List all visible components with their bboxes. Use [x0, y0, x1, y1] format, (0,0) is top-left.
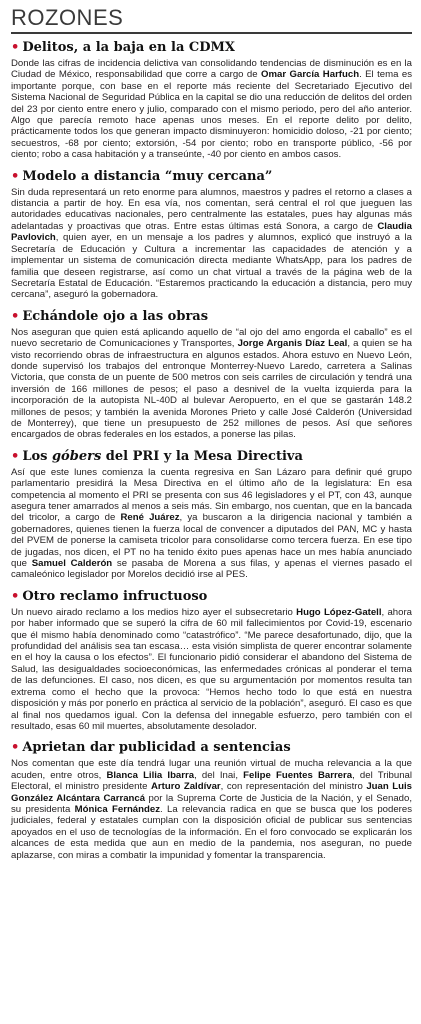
person-name: Jorge Arganis Díaz Leal — [237, 338, 348, 350]
section-body — [11, 607, 412, 732]
person-name: Omar García Harfuch — [261, 69, 360, 81]
section-sentencias — [11, 740, 412, 861]
body-text: , a quien se ha visto recorriendo obras de infraestructura en algunos estados. Ahora estuvo en Nuevo León, donde supervisó los trabajos del entronque Monterrey-Nuevo Laredo, carretera a Salinas Victoria, que consta de un puente de 500 metros con seis carriles de circulación y tendrá una inversión de 166 millones de pesos; el paso a desnivel de la vuelta izquierda para la incorporación de la autopista NL-40D al bulevar Aeropuerto, en el que se gastarán 148.2 millones de pesos; y también la avenida Morones Prieto y calle José Calderón (Universidad de Monterrey), que tiene un presupuesto de 252 millones de pesos. Así que señores encargados de obras federales en los estados, a ponerse las pilas. — [11, 338, 412, 441]
bullet-icon: • — [11, 588, 20, 604]
headline-text: Echándole ojo a las obras — [22, 308, 209, 324]
body-text: Un nuevo airado reclamo a los medios hizo ayer el subsecretario — [11, 606, 297, 618]
section-headline — [11, 449, 412, 465]
body-text: , del Tribunal Electoral, el ministro presidente — [11, 769, 412, 793]
person-name: Hugo López-Gatell — [296, 606, 382, 618]
section-modelo-distancia — [11, 169, 412, 301]
headline-text: Otro reclamo infructuoso — [22, 588, 208, 604]
body-text: , quien ayer, en un mensaje a los padres y alumnos, explicó que instruyó a la Secretaría de Educación y Cultura a incrementar las capacidades de atención y a implementar un sistema de comunicación directa mediante WhatsApp, para los padres de familia que deseen registrarse, así como un chat virtual a través de la página web de la Secretaría Estatal de Educación. “Estaremos practicando la educación a distancia, pero muy cercana”, aseguró la gobernadora. — [11, 232, 412, 301]
bullet-icon: • — [11, 40, 20, 55]
section-body — [11, 758, 412, 861]
body-text: , con representación del ministro — [220, 781, 367, 793]
section-reclamo — [11, 589, 412, 732]
section-body — [11, 58, 412, 161]
headline-text-post: del PRI y la Mesa Directiva — [101, 448, 303, 464]
section-body — [11, 467, 412, 581]
section-delitos — [11, 40, 412, 161]
section-body — [11, 327, 412, 441]
body-text: por la Suprema Corte de Justicia de la Nación, y el Senado, su presidenta — [11, 792, 412, 815]
section-headline — [11, 169, 412, 185]
section-headline — [11, 40, 412, 56]
body-text: se pasaba de Morena a sus filas, y apenas el viernes pasado el camaleónico legislador por Morelos decidió irse al PES. — [11, 558, 412, 581]
body-text: . El tema es importante porque, con base en el reporte más reciente del Secretariado Ejecutivo del Sistema Nacional de Seguridad Pública en la capital se dio una reducción de delitos del orden del 23 por ciento entre enero y julio, comparado con el mismo periodo, pero del año anterior. Algo que parecía remoto hace apenas unos meses. En el reporte delito por delito, prácticamente todos los que generan impacto disminuyeron: homicidio doloso, -21 por ciento; secuestros, -68 por ciento; extorsión, -54 por ciento; robo en transporte público, -56 por ciento; robo a casa habitación y a transeúnte, -40 por ciento en ambos casos. — [11, 69, 412, 161]
section-gobers-pri — [11, 449, 412, 581]
body-text: , ya buscaron a la dirigencia nacional y también a gobernadores, quienes tienen la fuerza local de convencer a diputados del PAN, MC y hasta del PVEM de ponerse la camiseta tricolor para consolidarse como tercera fuerza. En ese tipo de jugadas, nos dicen, el PT no ha tenido éxito pues apenas hace un mes había anunciado que — [11, 512, 412, 570]
bullet-icon: • — [11, 448, 20, 464]
headline-text-em: góbers — [51, 448, 102, 464]
person-name: Samuel Calderón — [31, 558, 113, 570]
body-text: Así que este lunes comienza la cuenta regresiva en San Lázaro para definir qué grupo parlamentario presidirá la Mesa Directiva en el último año de la legislatura: En esa competencia al momento el PRI se presenta con sus 46 legisladores y el PT, con 43, aunque asegura tener amarrados al menos a seis más. Sin embargo, nos cuentan, que en la bancada del tricolor, a cargo de — [11, 466, 412, 524]
body-text: Nos comentan que este día tendrá lugar una reunión virtual de mucha relevancia a la que acuden, entre otros, — [11, 758, 412, 781]
column-masthead: ROZONES — [11, 4, 412, 34]
body-text: Donde las cifras de incidencia delictiva van consolidando tendencias de disminución es en la Ciudad de México, responsabilidad que corre a cargo de — [11, 58, 412, 81]
body-text: . La relevancia radica en que se busca que los poderes judiciales, federal y estatales cumplan con la disposición oficial de publicar sus sentencias apoyados en el uso de tecnologías de la información. En el foro convocado se explicarán los alcances de esta medida que aun en medio de la pandemia, nos aseguran, no puede aplazarse, con miras a combatir la impunidad y fomentar la transparencia. — [11, 803, 412, 861]
bullet-icon: • — [11, 308, 20, 324]
body-text: Nos aseguran que quien está aplicando aquello de “al ojo del amo engorda el caballo” es el nuevo secretario de Comunicaciones y Transportes, — [11, 326, 412, 350]
person-name: Blanca Lilia Ibarra — [106, 769, 195, 781]
headline-text: Modelo a distancia “muy cercana” — [22, 168, 273, 184]
body-text: , ahora por haber informado que se superó la cifra de 60 mil fallecimientos por Covid-19, escenario que él mismo había denominado como “catastrófico”. “Me parece desafortunado, dijo, que la profundidad del análisis sea tan escasa… esta visión simplista de querer encontrar solamente en el hoy la causa o los efectos”. El funcionario pidió considerar el abandono del Sistema de Salud, las desigualdades socioeconómicas, las enfermedades crónicas al ponderar el tema de las defunciones. El caso, nos dicen, es que su argumentación por momentos resulta tan extrema como el hecho que la provoca: “Hemos hecho todo lo que está en nuestra disposición y más por ponerlo en práctica al servicio de la población”, aseguró. El caso es que al final nos quedamos igual. Con la defensa del innegable esfuerzo, pero también con el resultado, esas 60 mil muertes, absolutamente desolador. — [11, 606, 413, 732]
body-text: Sin duda representará un reto enorme para alumnos, maestros y padres el retorno a clases a distancia a partir de hoy. En esa vía, nos comentan, será central el rol que jueguen las autoridades educativas nacionales, pero centralmente las estatales, pues hay algunas más adelantadas y proactivas que otras. Entre estas últimas está Sonora, a cargo de — [11, 186, 412, 232]
person-name: Felipe Fuentes Barrera — [243, 769, 353, 781]
person-name: Juan Luis González Alcántara Carrancá — [11, 781, 412, 804]
section-body — [11, 187, 412, 301]
section-headline — [11, 309, 412, 325]
person-name: René Juárez — [120, 512, 180, 524]
body-text: , del Inai, — [194, 769, 244, 781]
section-headline — [11, 589, 412, 605]
headline-text: Delitos, a la baja en la CDMX — [22, 40, 236, 55]
headline-text-pre: Los — [22, 448, 52, 464]
bullet-icon: • — [11, 168, 20, 184]
person-name: Mónica Fernández — [74, 803, 160, 815]
section-headline — [11, 740, 412, 756]
headline-text: Aprietan dar publicidad a sentencias — [22, 740, 291, 756]
person-name: Arturo Zaldívar — [151, 781, 221, 793]
person-name: Claudia Pavlovich — [11, 220, 412, 244]
bullet-icon: • — [11, 740, 20, 756]
section-obras — [11, 309, 412, 441]
